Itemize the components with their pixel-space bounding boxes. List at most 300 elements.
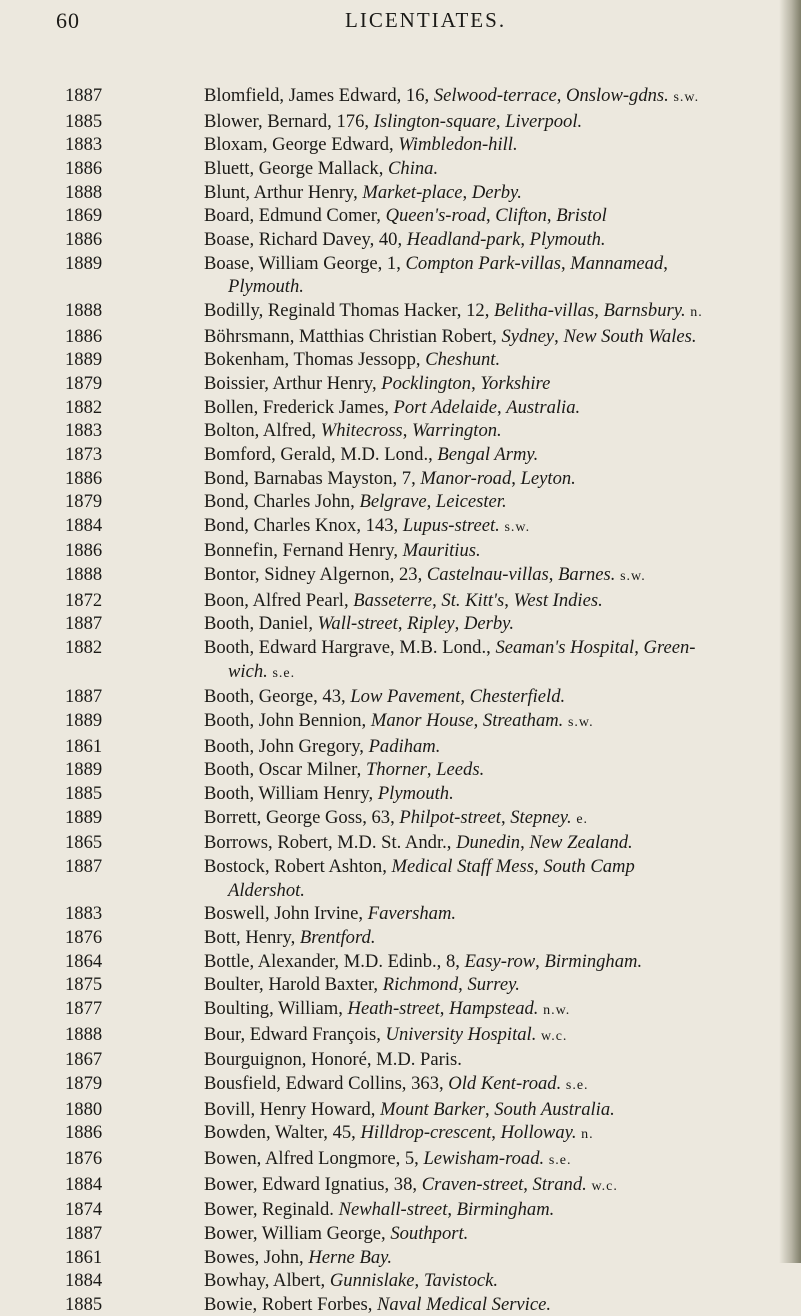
entry-name: Bowes, John,	[204, 1246, 309, 1268]
entry-address: South Camp	[543, 856, 635, 877]
entry-name: ,	[473, 710, 483, 732]
entry-address: Tavistock.	[423, 1270, 499, 1292]
list-entry	[65, 252, 777, 299]
entry-address: wich.	[228, 660, 268, 682]
entry-text	[204, 831, 777, 855]
entry-district: s.e.	[548, 1152, 572, 1168]
list-entry	[65, 806, 777, 832]
entry-name: ,	[548, 564, 559, 586]
entry-year: 1889	[65, 252, 103, 274]
list-entry	[65, 514, 777, 540]
entry-address: Barnes.	[558, 564, 616, 586]
entry-name: Bontor, Sidney Algernon, 23,	[204, 564, 427, 586]
entry-name: ,	[495, 110, 506, 132]
list-entry	[65, 181, 777, 205]
entry-name: ,	[663, 252, 668, 274]
list-entry	[65, 855, 777, 902]
entry-address: Surrey.	[467, 974, 520, 996]
page-number: 60	[56, 8, 80, 33]
entry-text	[204, 563, 777, 589]
entry-address: Queen's-road	[385, 205, 486, 227]
entry-address: Hampstead.	[449, 997, 539, 1019]
entry-district: s.w.	[504, 519, 531, 535]
entry-address: Medical Staff Mess	[391, 856, 535, 877]
entry-name: Bollen, Frederick James,	[204, 396, 394, 418]
entry-name: ,	[426, 491, 436, 513]
list-entry	[65, 1072, 777, 1098]
entry-address: Brentford.	[299, 926, 376, 948]
entry-name: Bower, William George,	[204, 1222, 391, 1244]
entry-name: Borrows, Robert, M.D. St. Andr.,	[204, 832, 457, 854]
entry-address: New South Wales.	[563, 325, 697, 347]
entry-text	[204, 133, 777, 157]
entry-text	[204, 514, 777, 540]
list-entry	[65, 782, 777, 806]
list-entry	[65, 1098, 777, 1122]
entry-address: Padiham.	[368, 735, 441, 757]
entry-year: 1877	[65, 997, 103, 1019]
entry-address: Manor-road	[420, 467, 512, 489]
entry-year: 1884	[65, 1173, 103, 1195]
entry-year: 1887	[65, 856, 103, 877]
list-entry	[65, 685, 777, 709]
entry-year: 1882	[65, 637, 103, 659]
entry-name: Booth, Oscar Milner,	[204, 759, 366, 781]
entry-address: Chesterfield.	[469, 686, 566, 708]
entry-address: Whitecross	[320, 420, 403, 442]
entry-name: ,	[471, 372, 481, 394]
page-edge-shadow	[779, 0, 801, 1263]
entry-text	[204, 589, 777, 613]
entry-address: Leicester.	[435, 491, 507, 513]
entry-year: 1884	[65, 1270, 103, 1292]
entry-address: Birmingham.	[456, 1199, 555, 1221]
entry-text	[204, 396, 777, 420]
list-entry	[65, 84, 777, 110]
list-entry	[65, 1293, 777, 1316]
entry-year: 1887	[65, 85, 103, 106]
entry-district: s.e.	[565, 1077, 589, 1093]
list-entry	[65, 902, 777, 926]
entry-year: 1865	[65, 832, 103, 854]
entry-continuation-line	[204, 660, 777, 686]
list-entry	[65, 612, 777, 636]
list-entry	[65, 973, 777, 997]
entry-year: 1886	[65, 1122, 103, 1144]
entry-text	[204, 348, 777, 372]
entry-text	[204, 997, 777, 1023]
list-entry	[65, 1048, 777, 1072]
entry-name: ,	[454, 613, 464, 635]
entry-year: 1872	[65, 589, 103, 611]
entry-text	[204, 372, 777, 396]
entry-address: Lewisham-road.	[423, 1147, 545, 1169]
entry-name: ,	[414, 1270, 424, 1292]
entry-text	[204, 926, 777, 950]
entry-text	[204, 467, 777, 491]
entry-address: Seaman's Hospital	[495, 637, 635, 659]
entry-address: Belgrave	[359, 491, 427, 513]
entry-address: Aldershot.	[228, 879, 305, 901]
entry-year: 1879	[65, 1072, 103, 1094]
entry-address: Plymouth.	[529, 228, 606, 250]
entry-address: Low Pavement	[350, 686, 461, 708]
entry-text	[204, 855, 777, 879]
entry-district: n.	[690, 304, 703, 320]
entry-name: Boissier, Arthur Henry,	[204, 372, 382, 394]
entry-year: 1889	[65, 759, 103, 781]
entry-year: 1883	[65, 420, 103, 442]
entry-address: Manor House	[370, 710, 474, 732]
entry-district: s.w.	[567, 715, 594, 731]
entry-name: Boon, Alfred Pearl,	[204, 589, 354, 611]
entry-year: 1888	[65, 299, 103, 321]
entry-address: New Zealand.	[529, 832, 633, 854]
entry-address: Mauritius.	[402, 540, 481, 562]
entry-name: ,	[500, 806, 511, 828]
entry-year: 1873	[65, 443, 103, 465]
entry-name: Bourguignon, Honoré, M.D. Paris.	[204, 1049, 462, 1071]
entry-name: Bokenham, Thomas Jessopp,	[204, 349, 426, 371]
entry-year: 1888	[65, 564, 103, 586]
list-entry	[65, 204, 777, 228]
entry-year: 1880	[65, 1098, 103, 1120]
entry-address: Birmingham.	[544, 950, 643, 972]
entry-address: Thorner	[365, 759, 427, 781]
entry-address: Mount Barker	[380, 1098, 485, 1120]
entry-year: 1861	[65, 1246, 103, 1268]
entry-text	[204, 252, 777, 276]
entry-year: 1886	[65, 325, 103, 347]
entry-year: 1886	[65, 540, 103, 562]
entry-year: 1876	[65, 1147, 103, 1169]
entry-name: Bott, Henry,	[204, 926, 300, 948]
entry-name: ,	[462, 181, 472, 203]
entry-text	[204, 443, 777, 467]
entry-address: Gunnislake	[329, 1270, 415, 1292]
list-entry	[65, 396, 777, 420]
entry-name: Bond, Charles John,	[204, 491, 360, 513]
entry-address: Australia.	[506, 396, 581, 418]
entry-text	[204, 110, 777, 134]
list-entry	[65, 133, 777, 157]
entry-name: Booth, Edward Hargrave, M.B. Lond.,	[204, 637, 496, 659]
entry-name: ,	[484, 1098, 495, 1120]
entry-name: ,	[546, 205, 557, 227]
entry-address: Easy-row	[464, 950, 536, 972]
entry-district: n.	[581, 1127, 594, 1143]
entry-name: ,	[511, 467, 521, 489]
entry-name: ,	[426, 759, 437, 781]
entry-address: Onslow-gdns.	[566, 85, 669, 106]
entry-address: St. Kitt's	[441, 589, 505, 611]
entry-text	[204, 1072, 777, 1098]
entry-address: Southport.	[390, 1222, 469, 1244]
entry-name: ,	[496, 396, 507, 418]
entry-year: 1885	[65, 110, 103, 132]
entry-address: Islington-square	[373, 110, 496, 132]
list-entry	[65, 1121, 777, 1147]
list-entry	[65, 950, 777, 974]
entry-name: Bottle, Alexander, M.D. Edinb., 8,	[204, 950, 465, 972]
entry-year: 1889	[65, 349, 103, 371]
entry-address: Richmond	[382, 974, 459, 996]
list-entry	[65, 467, 777, 491]
entry-name: ,	[634, 637, 644, 659]
list-entry	[65, 997, 777, 1023]
entry-text	[204, 1293, 777, 1316]
entry-name: Blunt, Arthur Henry,	[204, 181, 363, 203]
list-entry	[65, 1198, 777, 1222]
entry-text	[204, 973, 777, 997]
list-entry	[65, 709, 777, 735]
entry-address: Wimbledon-hill.	[398, 134, 518, 156]
entry-address: Bengal Army.	[437, 443, 539, 465]
entry-name: Booth, Daniel,	[204, 613, 318, 635]
entry-name: Bonnefin, Fernand Henry,	[204, 540, 403, 562]
entry-address: Compton Park-villas	[405, 252, 561, 274]
entry-name: Bond, Charles Knox, 143,	[204, 514, 403, 536]
list-entry	[65, 1023, 777, 1049]
entry-name: Borrett, George Goss, 63,	[204, 806, 400, 828]
entry-address: Derby.	[471, 181, 522, 203]
entry-text	[204, 612, 777, 636]
entry-name: ,	[560, 252, 571, 274]
entry-address: Plymouth.	[228, 276, 304, 298]
entry-name: ,	[491, 1122, 501, 1144]
entry-year: 1882	[65, 396, 103, 418]
entry-name: Bour, Edward François,	[204, 1023, 386, 1045]
list-entry	[65, 735, 777, 759]
entry-year: 1889	[65, 710, 103, 732]
list-entry	[65, 758, 777, 782]
entry-address: Herne Bay.	[308, 1246, 392, 1268]
entry-address: West Indies.	[513, 589, 603, 611]
entry-text	[204, 636, 777, 660]
entry-name: Booth, John Bennion,	[204, 710, 371, 732]
entry-text	[204, 709, 777, 735]
entry-year: 1879	[65, 372, 103, 394]
entry-year: 1887	[65, 613, 103, 635]
list-entry	[65, 299, 777, 325]
entry-year: 1888	[65, 1023, 103, 1045]
entry-name: Böhrsmann, Matthias Christian Robert,	[204, 325, 502, 347]
entry-year: 1889	[65, 806, 103, 828]
entry-year: 1883	[65, 903, 103, 925]
entry-text	[204, 539, 777, 563]
entry-address: South Australia.	[494, 1098, 615, 1120]
entry-name: ,	[520, 832, 530, 854]
entry-address: Faversham.	[367, 903, 457, 925]
entry-year: 1879	[65, 491, 103, 513]
entry-year: 1876	[65, 926, 103, 948]
entry-name: Bousfield, Edward Collins, 363,	[204, 1072, 449, 1094]
list-entry	[65, 563, 777, 589]
entry-year: 1886	[65, 228, 103, 250]
entry-name: ,	[402, 420, 412, 442]
list-entry	[65, 348, 777, 372]
entry-text	[204, 204, 777, 228]
entry-text	[204, 157, 777, 181]
entry-name: Bower, Edward Ignatius, 38,	[204, 1173, 422, 1195]
entry-address: Derby.	[463, 613, 515, 635]
entry-district: w.c.	[591, 1178, 618, 1194]
entry-district: s.w.	[620, 569, 646, 585]
entry-text	[204, 735, 777, 759]
list-entry	[65, 1246, 777, 1270]
entry-address: Stepney.	[510, 806, 572, 828]
entry-address: Old Kent-road.	[448, 1072, 562, 1094]
entry-name: Boase, Richard Davey, 40,	[204, 228, 407, 250]
entry-text	[204, 419, 777, 443]
list-entry	[65, 1147, 777, 1173]
entry-address: Plymouth.	[377, 783, 454, 805]
list-entry	[65, 110, 777, 134]
list-entry	[65, 636, 777, 685]
list-entry	[65, 325, 777, 349]
entry-text	[204, 685, 777, 709]
entry-text	[204, 1246, 777, 1270]
entry-address: Cheshunt.	[425, 349, 501, 371]
entry-name: Bovill, Henry Howard,	[204, 1098, 381, 1120]
entry-address: Ripley	[407, 613, 455, 635]
entry-address: Clifton	[495, 205, 547, 227]
entry-year: 1887	[65, 686, 103, 708]
entry-continuation-line	[204, 879, 777, 903]
entry-name: Booth, William Henry,	[204, 783, 378, 805]
entry-text	[204, 782, 777, 806]
entry-name: ,	[460, 686, 470, 708]
entry-address: Leeds.	[436, 759, 485, 781]
entry-name: Boswell, John Irvine,	[204, 903, 368, 925]
list-entry	[65, 1269, 777, 1293]
entry-year: 1875	[65, 974, 103, 996]
entry-continuation-line	[204, 275, 777, 299]
entry-address: Heath-street	[347, 997, 440, 1019]
entry-year: 1887	[65, 1222, 103, 1244]
entry-address: Liverpool.	[505, 110, 583, 132]
entry-address: Lupus-street.	[402, 514, 500, 536]
entry-address: Sydney	[501, 325, 555, 347]
entry-address: Wall-street	[317, 613, 398, 635]
entry-name: Blomfield, James Edward, 16,	[204, 85, 434, 106]
entry-year: 1883	[65, 134, 103, 156]
entry-address: Philpot-street	[399, 806, 501, 828]
entry-address: Holloway.	[500, 1122, 577, 1144]
entry-year: 1864	[65, 950, 103, 972]
entry-name: ,	[523, 1173, 533, 1195]
entry-name: Boulter, Harold Baxter,	[204, 974, 383, 996]
entry-name: ,	[556, 85, 567, 106]
entry-district: s.e.	[272, 665, 296, 681]
entry-address: Barnsbury.	[603, 299, 686, 321]
entry-text	[204, 1147, 777, 1173]
entry-year: 1874	[65, 1199, 103, 1221]
entry-name: Blower, Bernard, 176,	[204, 110, 374, 132]
entry-text	[204, 950, 777, 974]
entry-address: Naval Medical Service.	[377, 1293, 552, 1315]
entry-text	[204, 490, 777, 514]
entry-text	[204, 1048, 777, 1072]
list-entry	[65, 926, 777, 950]
entry-name: ,	[397, 613, 408, 635]
list-entry	[65, 831, 777, 855]
entry-address: Green-	[643, 637, 696, 659]
entry-name: ,	[432, 589, 442, 611]
entry-name: Bloxam, George Edward,	[204, 134, 399, 156]
entry-name: Booth, George, 43,	[204, 686, 351, 708]
entry-text	[204, 181, 777, 205]
list-entry	[65, 443, 777, 467]
list-entry	[65, 490, 777, 514]
entry-name: ,	[554, 325, 564, 347]
entry-name: Bodilly, Reginald Thomas Hacker, 12,	[204, 299, 494, 321]
list-entry	[65, 372, 777, 396]
entry-year: 1885	[65, 1293, 103, 1315]
list-entry	[65, 419, 777, 443]
entry-name: ,	[439, 997, 450, 1019]
entry-address: Market-place	[362, 181, 463, 203]
list-entry	[65, 589, 777, 613]
entry-address: Strand.	[532, 1173, 587, 1195]
entry-address: Warrington.	[411, 420, 502, 442]
entry-name: Board, Edmund Comer,	[204, 205, 386, 227]
entry-district: s.w.	[673, 90, 700, 105]
entry-name: Booth, John Gregory,	[204, 735, 369, 757]
entry-name: ,	[535, 950, 545, 972]
entry-address: Bristol	[556, 205, 607, 227]
entry-text	[204, 1269, 777, 1293]
entry-address: Headland-park	[406, 228, 521, 250]
entry-year: 1884	[65, 514, 103, 536]
entry-address: University Hospital.	[385, 1023, 537, 1045]
entry-year: 1888	[65, 181, 103, 203]
entry-district: e.	[576, 811, 589, 827]
entry-address: Newhall-street	[338, 1199, 448, 1221]
entry-name: Bomford, Gerald, M.D. Lond.,	[204, 443, 438, 465]
entry-name: Bowen, Alfred Longmore, 5,	[204, 1147, 424, 1169]
entry-name: Bond, Barnabas Mayston, 7,	[204, 467, 421, 489]
entry-year: 1886	[65, 467, 103, 489]
entry-text	[204, 84, 777, 110]
entry-address: Belitha-villas	[494, 299, 595, 321]
entry-address: Pocklington	[381, 372, 472, 394]
entry-name: ,	[458, 974, 468, 996]
entry-year: 1861	[65, 735, 103, 757]
entry-text	[204, 228, 777, 252]
entry-text	[204, 806, 777, 832]
entry-name: Bowhay, Albert,	[204, 1270, 330, 1292]
entry-text	[204, 1098, 777, 1122]
entry-text	[204, 902, 777, 926]
licentiates-list	[65, 84, 777, 1316]
entry-text	[204, 1222, 777, 1246]
entry-address: Yorkshire	[480, 372, 551, 394]
entry-district: w.c.	[541, 1028, 568, 1044]
entry-year: 1869	[65, 205, 103, 227]
entry-address: Castelnau-villas	[426, 564, 549, 586]
entry-address: Leyton.	[520, 467, 576, 489]
entry-name: Bowie, Robert Forbes,	[204, 1293, 378, 1315]
entry-name: Bostock, Robert Ashton,	[204, 856, 392, 877]
entry-text	[204, 299, 777, 325]
entry-name: Bower, Reginald.	[204, 1199, 339, 1221]
entry-name: ,	[485, 205, 496, 227]
entry-name: Bolton, Alfred,	[204, 420, 321, 442]
entry-address: Port Adelaide	[393, 396, 497, 418]
entry-text	[204, 1173, 777, 1199]
entry-name: Boase, William George, 1,	[204, 252, 406, 274]
